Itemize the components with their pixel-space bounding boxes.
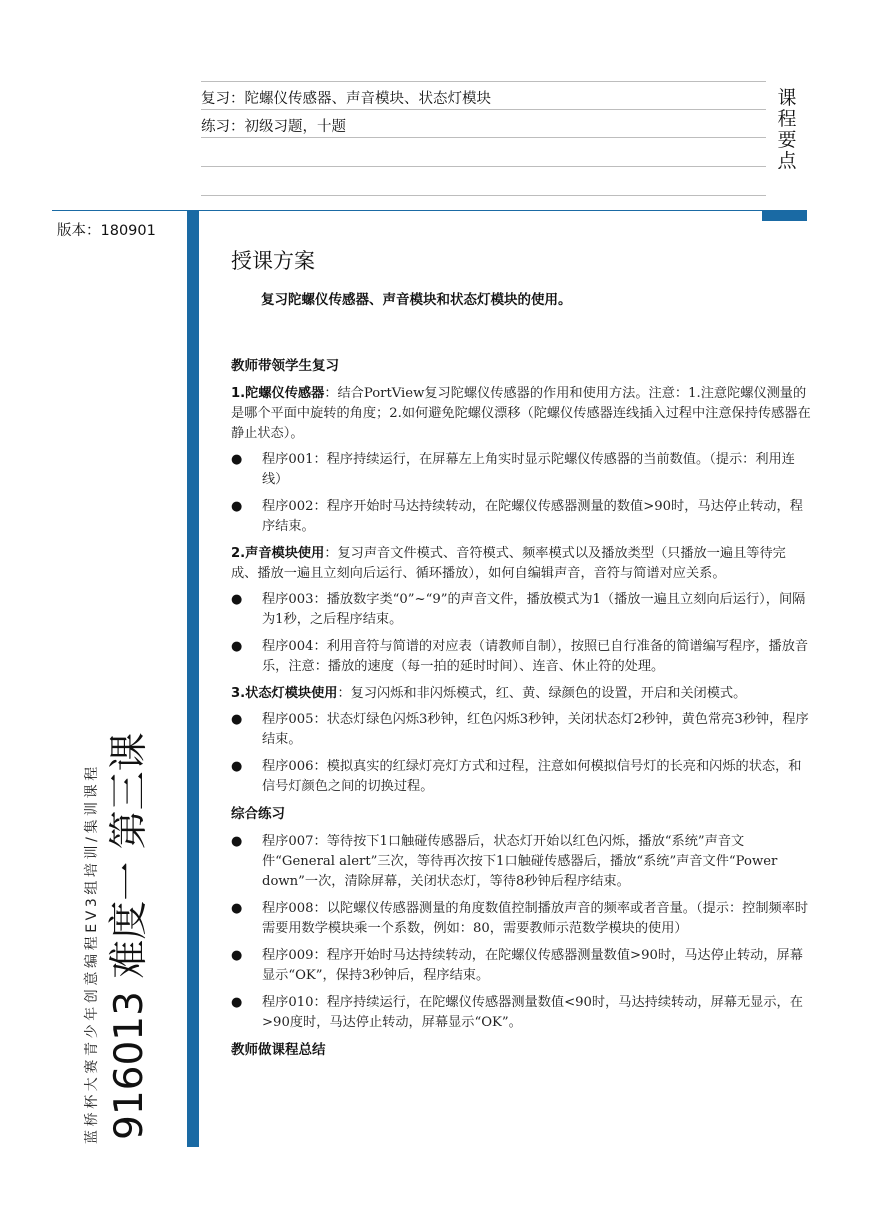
bullet-icon: ● — [231, 759, 243, 774]
bullet-icon: ● — [231, 712, 243, 727]
list-item: ● 程序010：程序持续运行，在陀螺仪传感器测量数值<90时，马达持续转动，屏幕无显示，在>90度时，马达停止转动，屏幕显示“OK”。 — [231, 995, 803, 1030]
list-item: ● 程序001：程序持续运行，在屏幕左上角实时显示陀螺仪传感器的当前数值。（提示：利用连线） — [231, 452, 795, 487]
lesson-plan — [231, 246, 811, 1068]
list-item: ● 程序003：播放数字类“0”~“9”的声音文件，播放模式为1（播放一遍且立刻向后运行），间隔为1秒，之后程序结束。 — [231, 592, 806, 627]
bullet-icon: ● — [231, 948, 243, 963]
key-points-rule-2 — [201, 109, 766, 110]
bullet-icon: ● — [231, 639, 243, 654]
list-item: ● 程序005：状态灯绿色闪烁3秒钟，红色闪烁3秒钟，关闭状态灯2秒钟，黄色常亮3秒钟，程序结束。 — [231, 712, 809, 747]
summary-heading: 教师做课程总结 — [231, 1042, 326, 1058]
bullet-icon: ● — [231, 499, 243, 514]
bullet-icon: ● — [231, 901, 243, 916]
list-item: ● 程序006：模拟真实的红绿灯亮灯方式和过程，注意如何模拟信号灯的长亮和闪烁的状态，和信号灯颜色之间的切换过程。 — [231, 759, 802, 794]
bullet-icon: ● — [231, 592, 243, 607]
list-item: ● 程序008：以陀螺仪传感器测量的角度数值控制播放声音的频率或者音量。（提示：控制频率时需要用数学模块乘一个系数，例如：80，需要教师示范数学模块的使用） — [231, 901, 809, 936]
lesson-title: 916013 难度一 第三课 — [107, 732, 152, 1140]
header-accent-block — [762, 210, 807, 221]
program-list — [231, 590, 811, 677]
list-item: ● 程序007：等待按下1口触碰传感器后，状态灯开始以红色闪烁，播放“系统”声音文件“General alert”三次，等待再次按下1口触碰传感器后，播放“系统”声音文件“Power down”一次，清除屏幕，关闭状态灯，等待8秒钟后程序结束。 — [231, 834, 778, 889]
key-points-rule-3 — [201, 137, 766, 138]
bullet-icon: ● — [231, 834, 243, 849]
review-topic-gyro — [231, 384, 811, 537]
header-divider — [52, 210, 762, 211]
version-label: 版本：180901 — [57, 223, 156, 239]
course-series-label: 蓝桥杯大赛青少年创意编程EV3组培训/集训课程 — [84, 763, 100, 1144]
key-points-rule-5 — [201, 195, 766, 196]
topic-text: ：复习声音文件模式、音符模式、频率模式以及播放类型（只播放一遍且等待完成、播放一遍且立刻向后运行、循环播放），如何自编辑声音，音符与简谱对应关系。 — [231, 546, 786, 581]
bullet-icon: ● — [231, 995, 243, 1010]
bullet-icon: ● — [231, 452, 243, 467]
practice-list — [231, 832, 811, 1033]
key-point-line-1: 复习：陀螺仪传感器、声音模块、状态灯模块 — [201, 91, 491, 107]
topic-lead: 1.陀螺仪传感器 — [231, 386, 325, 401]
section-title: 授课方案 — [231, 249, 315, 273]
program-list — [231, 710, 811, 797]
key-points-label: 课程要点 — [777, 87, 797, 172]
sidebar-accent-bar — [187, 210, 199, 1147]
list-item: ● 程序004：利用音符与简谱的对应表（请教师自制），按照已自行准备的简谱编写程序，播放音乐，注意：播放的速度（每一拍的延时时间）、连音、休止符的处理。 — [231, 639, 809, 674]
review-topic-status-light — [231, 684, 811, 797]
topic-lead: 3.状态灯模块使用 — [231, 686, 338, 701]
topic-lead: 2.声音模块使用 — [231, 546, 325, 561]
topic-text: ：结合PortView复习陀螺仪传感器的作用和使用方法。注意：1.注意陀螺仪测量的是哪个平面中旋转的角度；2.如何避免陀螺仪漂移（陀螺仪传感器连线插入过程中注意保持传感器在静止状态）。 — [231, 386, 811, 441]
review-heading: 教师带领学生复习 — [231, 358, 339, 374]
lesson-intro: 复习陀螺仪传感器、声音模块和状态灯模块的使用。 — [261, 292, 572, 308]
review-topic-sound — [231, 544, 811, 677]
list-item: ● 程序002：程序开始时马达持续转动，在陀螺仪传感器测量的数值>90时，马达停止转动，程序结束。 — [231, 499, 803, 534]
list-item: ● 程序009：程序开始时马达持续转动，在陀螺仪传感器测量数值>90时，马达停止转动，屏幕显示“OK”，保持3秒钟后，程序结束。 — [231, 948, 803, 983]
key-points-rule-4 — [201, 166, 766, 167]
practice-heading: 综合练习 — [231, 806, 285, 822]
key-point-line-2: 练习：初级习题，十题 — [201, 119, 346, 135]
program-list — [231, 450, 811, 537]
key-points-rule-1 — [201, 81, 766, 82]
topic-text: ：复习闪烁和非闪烁模式，红、黄、绿颜色的设置，开启和关闭模式。 — [337, 686, 747, 701]
